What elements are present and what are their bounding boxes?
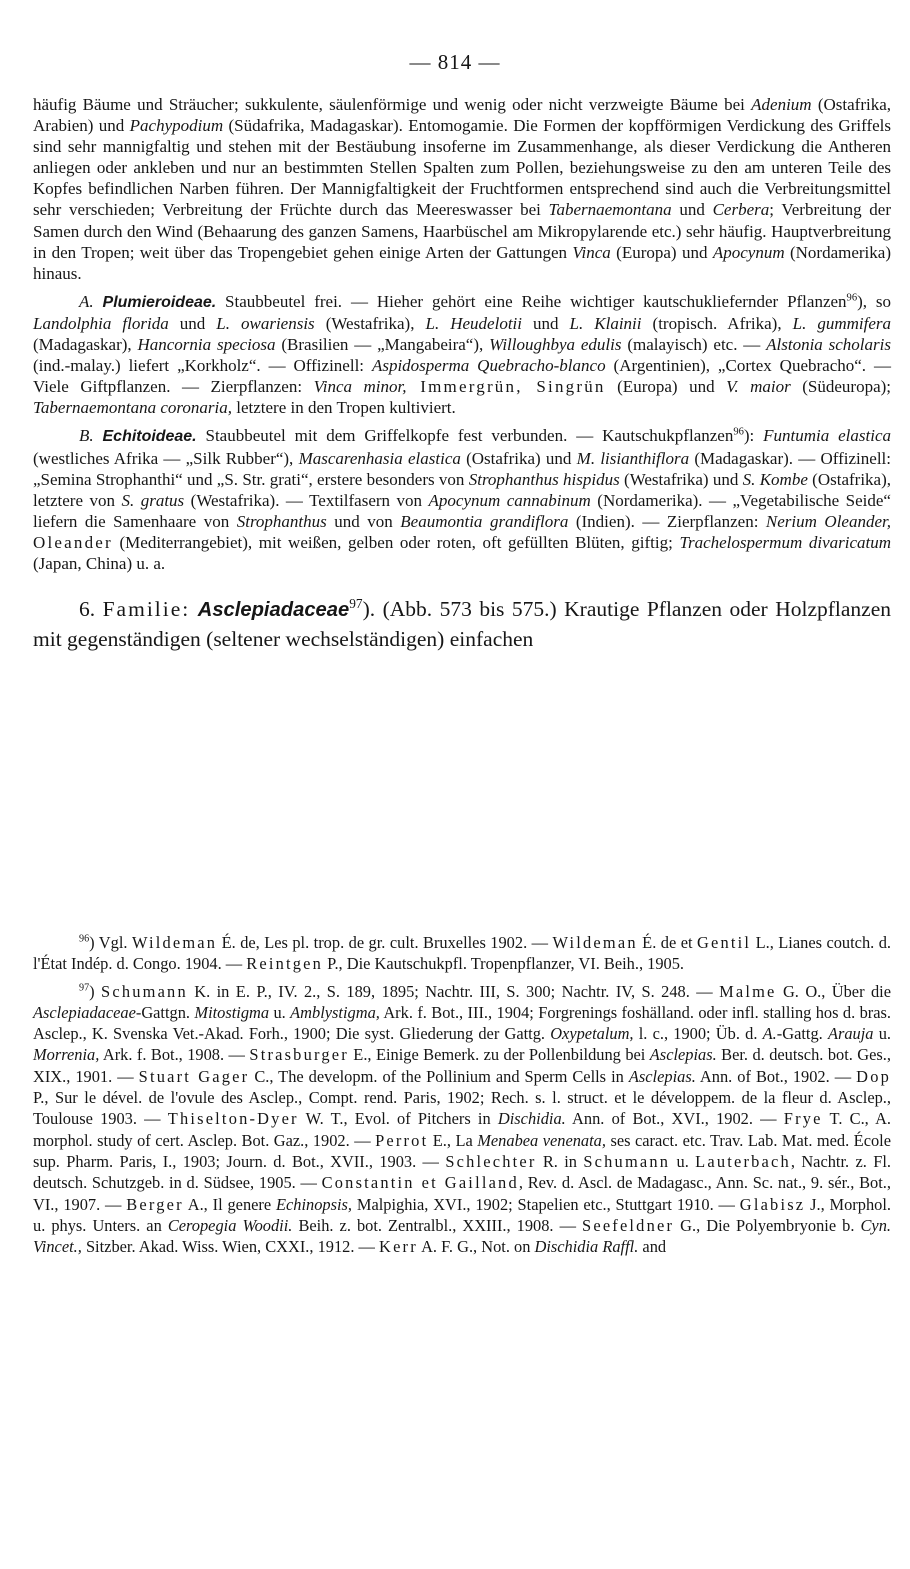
section-label: A.	[79, 291, 94, 311]
footnote-96: $^{96}$) Vgl. Wildeman É. de, Les pl. trop. de gr. cult. Bruxelles 1902. — Wildeman É. de et Gentil L., Lianes coutch. d. l'État Indép. d. Congo. 1904. — Reintgen P., Die Kautschukpfl. Tropenpflanzer, VI. Beih., 1905.	[33, 933, 891, 974]
section-label: B.	[79, 426, 94, 446]
footnote-ref: 96	[846, 292, 858, 304]
main-text	[33, 94, 891, 654]
footnote-97: $^{97}$) Schumann K. in E. P., IV. 2., S. 189, 1895; Nachtr. III, S. 300; Nachtr. IV, S. 248. — Malme G. O., Über die Asclepiadaceae-Gattgn. Mitostigma u. Amblystigma, Ark. f. Bot., III., 1904; Forgrenings foshälland. oder infl. stalling hos d. bras. Asclep., K. Svenska Vet.-Akad. Forh., 1900; Die syst. Gliederung der Gattg. Oxypetalum, l. c., 1900; Üb. d. A.-Gattg. Arauja u. Morrenia, Ark. f. Bot., 1908. — Strasburger E., Einige Bemerk. zu der Pollenbildung bei Asclepias. Ber. d. deutsch. bot. Ges., XIX., 1901. — Stuart Gager C., The developm. of the Pollinium and Sperm Cells in Asclepias. Ann. of Bot., 1902. — Dop P., Sur le dével. de l'ovule des Asclep., Compt. rend. Paris, 1902; Rech. s. l. struct. et le développem. de la fleur d. Asclep., Toulouse 1903. — Thiselton-Dyer W. T., Evol. of Pitchers in Dischidia. Ann. of Bot., XVI., 1902. — Frye T. C., A. morphol. study of cert. Asclep. Bot. Gaz., 1902. — Perrot E., La Menabea venenata, ses caract. etc. Trav. Lab. Mat. med. École sup. Pharm. Paris, I., 1903; Journ. d. Bot., XVII., 1903. — Schlechter R. in Schumann u. Lauterbach, Nachtr. z. Fl. deutsch. Schutzgeb. in d. Südsee, 1905. — Constantin et Gailland, Rev. d. Ascl. de Madagasc., Ann. Sc. nat., 9. sér., Bot., VI., 1907. — Berger A., Il genere Echinopsis, Malpighia, XVI., 1902; Stapelien etc., Stuttgart 1910. — Glabisz J., Morphol. u. phys. Unters. an Ceropegia Woodii. Beih. z. bot. Zentralbl., XXIII., 1908. — Seefeldner G., Die Polyembryonie b. Cyn. Vincet., Sitzber. Akad. Wiss. Wien, CXXI., 1912. — Kerr A. F. G., Not. on Dischidia Raffl. and	[33, 981, 892, 1257]
section-title: Echitoideae.	[102, 428, 197, 446]
section-echitoideae: B. Echitoideae. Staubbeutel mit dem Griffelkopfe fest verbunden. — Kautschukpflanzen$^{96}$): Funtumia elastica (westliches Afrika — „Silk Rubber“), Mascarenhasia elastica (Ostafrika) und M. lisianthiflora (Madagaskar). — Offizinell: „Semina Strophanthi“ und „S. Str. grati“, erstere besonders von Strophanthus hispidus (Westafrika) und S. Kombe (Ostafrika), letztere von S. gratus (Westafrika). — Textilfasern von Apocynum cannabinum (Nordamerika). — „Vegetabilische Seide“ liefern die Samenhaare von Strophanthus und von Beaumontia grandiflora (Indien). — Zierpflanzen: Nerium Oleander, Oleander (Mediterrangebiet), mit weißen, gelben oder roten, oft gefüllten Blüten, giftig; Trachelospermum divaricatum (Japan, China) u. a.	[33, 426, 892, 573]
footnote-ref: 97	[349, 595, 363, 611]
family-heading-paragraph: 6. Familie: Asclepiadaceae$^{97}$). (Abb. 573 bis 575.) Krautige Pflanzen oder Holzpflanzen mit gegenständigen (seltener wechselständigen) einfachen	[33, 595, 891, 652]
footnotes	[33, 932, 891, 1257]
footnote-ref: 96	[733, 426, 744, 438]
paragraph-distribution: häufig Bäume und Sträucher; sukkulente, säulenförmige und wenig oder nicht verzweigte Bäume bei Adenium (Ostafrika, Arabien) und Pachypodium (Südafrika, Madagaskar). Entomogamie. Die Formen der kopfförmigen Verdickung des Griffels sind sehr mannigfaltig und stehen mit der Bestäubung insoferne im Zusammenhange, als dieser Verdickung die Antheren anliegen oder ankleben und nur an bestimmten Stellen Spalten zum Pollen, beziehungsweise zu den am unteren Teile des Kopfes befindlichen Narben führen. Der Mannigfaltigkeit der Fruchtformen entsprechend sind auch die Verbreitungsmittel sehr verschieden; Verbreitung der Früchte durch das Meereswasser bei Tabernaemontana und Cerbera; Verbreitung der Samen durch den Wind (Behaarung des ganzen Samens, Haarbüschel am Mikropylarende etc.) sehr häufig. Hauptverbreitung in den Tropen; weit über das Tropengebiet gehen einige Arten der Gattungen Vinca (Europa) und Apocynum (Nordamerika) hinaus.	[33, 95, 892, 283]
section-plumieroideae: A. Plumieroideae. Staubbeutel frei. — Hieher gehört eine Reihe wichtiger kautschukliefernder Pflanzen$^{96}$), so Landolphia florida und L. owariensis (Westafrika), L. Heudelotii und L. Klainii (tropisch. Afrika), L. gummifera (Madagaskar), Hancornia speciosa (Brasilien — „Mangabeira“), Willoughbya edulis (malayisch) etc. — Alstonia scholaris (ind.-malay.) liefert „Korkholz“. — Offizinell: Aspidosperma Quebracho-blanco (Argentinien), „Cortex Quebracho“. — Viele Giftpflanzen. — Zierpflanzen: Vinca minor, Immergrün, Singrün (Europa) und V. maior (Südeuropa); Tabernaemontana coronaria, letztere in den Tropen kultiviert.	[33, 291, 892, 418]
section-title: Plumieroideae.	[102, 293, 217, 311]
page-number: — 814 —	[409, 50, 501, 74]
family-title: Asclepiadaceae	[197, 599, 350, 622]
